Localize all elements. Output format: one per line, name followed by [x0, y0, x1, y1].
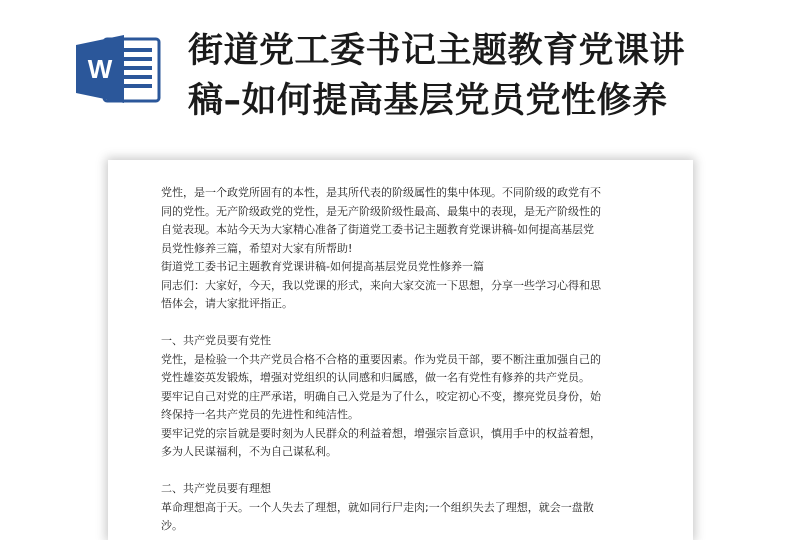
- paragraph-line: 同的党性。无产阶级政党的党性，是无产阶级阶级性最高、最集中的表现，是无产阶级性的: [161, 204, 601, 218]
- document-body: [161, 184, 661, 536]
- title-line-1: 街道党工委书记主题教育党课讲: [188, 31, 686, 71]
- paragraph-line: 同志们：大家好，今天，我以党课的形式，来向大家交流一下思想，分享一些学习心得和思: [161, 278, 601, 292]
- paragraph-line: 要牢记党的宗旨就是要时刻为人民群众的利益着想，增强宗旨意识，慎用手中的权益着想，: [161, 426, 601, 440]
- paragraph-line: 沙。: [161, 519, 183, 532]
- word-letter: W: [87, 54, 113, 84]
- paragraph-line: 二、共产党员要有理想: [161, 482, 271, 495]
- paragraph-line: 革命理想高于天。一个人失去了理想，就如同行尸走肉;一个组织失去了理想，就会一盘散: [161, 500, 594, 514]
- paragraph-line: 一、共产党员要有党性: [161, 334, 271, 347]
- title-line-2: 稿–如何提高基层党员党性修养: [188, 81, 668, 121]
- paragraph-line: 党性雄姿英发锻炼，增强对党组织的认同感和归属感，做一名有党性有修养的共产党员。: [161, 371, 590, 384]
- header: [0, 0, 800, 150]
- paragraph-line: 要牢记自己对党的庄严承诺，明确自己入党是为了什么，咬定初心不变，擦亮党员身份，始: [161, 389, 601, 403]
- blank-line: [161, 462, 661, 481]
- paragraph-line: 终保持一名共产党员的先进性和纯洁性。: [161, 408, 359, 421]
- paragraph-line: 自觉表现。本站今天为大家精心准备了街道党工委书记主题教育党课讲稿-如何提高基层党: [161, 223, 594, 236]
- document-page: [112, 165, 689, 535]
- paragraph-line: 街道党工委书记主题教育党课讲稿-如何提高基层党员党性修养一篇: [161, 260, 484, 273]
- word-document-icon: [74, 33, 164, 105]
- paragraph-line: 悟体会，请大家批评指正。: [161, 297, 293, 310]
- document-title: [188, 26, 778, 126]
- paragraph-line: 党性，是一个政党所固有的本性，是其所代表的阶级属性的集中体现。不同阶级的政党有不: [161, 186, 601, 199]
- blank-line: [161, 314, 661, 333]
- paragraph-line: 员党性修养三篇，希望对大家有所帮助!: [161, 241, 353, 255]
- paragraph-line: 多为人民谋福利，不为自己谋私利。: [161, 445, 337, 458]
- paragraph-line: 党性，是检验一个共产党员合格不合格的重要因素。作为党员干部，要不断注重加强自己的: [161, 352, 601, 366]
